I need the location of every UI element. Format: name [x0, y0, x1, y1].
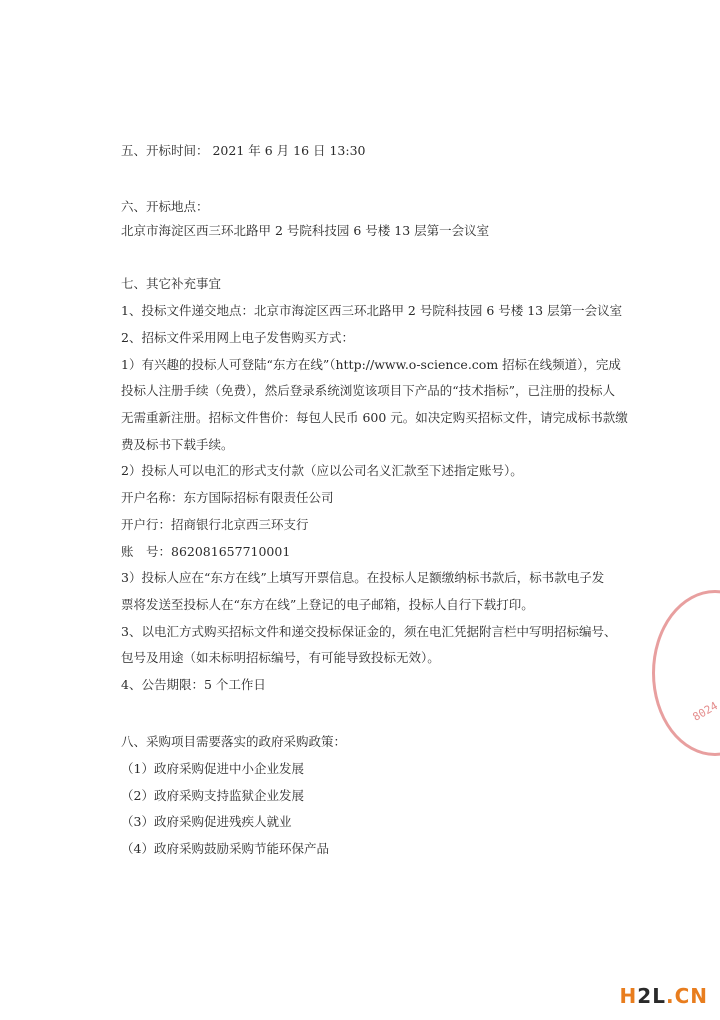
notice-period: 4、公告期限：5 个工作日: [121, 677, 266, 692]
watermark-dot: .: [665, 984, 675, 1008]
procurement-policy-heading: 八、采购项目需要落实的政府采购政策：: [121, 734, 347, 749]
account-number: 账 号：862081657710001: [121, 544, 291, 559]
paragraph-line: 包号及用途（如未标明招标编号，有可能导致投标无效）。: [121, 650, 440, 665]
site-watermark-logo: [620, 984, 708, 1008]
paragraph-line: 无需重新注册。招标文件售价：每包人民币 600 元。如决定购买招标文件，请完成标书款缴: [121, 410, 628, 425]
bid-opening-time: 五、开标时间： 2021 年 6 月 16 日 13:30: [121, 143, 366, 158]
policy-item: （2）政府采购支持监狱企业发展: [121, 788, 304, 803]
paragraph-line: 3）投标人应在“东方在线”上填写开票信息。在投标人足额缴纳标书款后，标书款电子发: [121, 570, 605, 585]
paragraph-line: 票将发送至投标人在“东方在线”上登记的电子邮箱，投标人自行下载打印。: [121, 597, 534, 612]
seal-stamp-text: 8024: [690, 699, 720, 724]
paragraph-line: 1）有兴趣的投标人可登陆“东方在线”（http://www.o-science.com 招标在线频道），完成: [121, 357, 621, 372]
account-bank: 开户行：招商银行北京西三环支行: [121, 517, 309, 532]
paragraph-line: 费及标书下载手续。: [121, 437, 234, 452]
policy-item: （4）政府采购鼓励采购节能环保产品: [121, 841, 329, 856]
bid-opening-location: 北京市海淀区西三环北路甲 2 号院科技园 6 号楼 13 层第一会议室: [121, 223, 490, 238]
account-name: 开户名称：东方国际招标有限责任公司: [121, 490, 334, 505]
paragraph-line: 投标人注册手续（免费），然后登录系统浏览该项目下产品的“技术指标”，已注册的投标人: [121, 383, 616, 398]
policy-item: （3）政府采购促进残疾人就业: [121, 814, 292, 829]
watermark-cn: CN: [674, 984, 708, 1008]
watermark-num: 2L: [637, 984, 666, 1008]
supplementary-item-2: 2、招标文件采用网上电子发售购买方式：: [121, 330, 354, 345]
policy-item: （1）政府采购促进中小企业发展: [121, 761, 304, 776]
bid-opening-location-heading: 六、开标地点：: [121, 199, 209, 214]
paragraph-line: 2）投标人可以电汇的形式支付款（应以公司名义汇款至下述指定账号）。: [121, 463, 523, 478]
watermark-h: H: [619, 984, 638, 1008]
supplementary-item-1: 1、投标文件递交地点：北京市海淀区西三环北路甲 2 号院科技园 6 号楼 13 层第一会议室: [121, 303, 623, 318]
paragraph-line: 3、以电汇方式购买招标文件和递交投标保证金的，须在电汇凭据附言栏中写明招标编号、: [121, 624, 617, 639]
supplementary-heading: 七、其它补充事宜: [121, 276, 222, 291]
